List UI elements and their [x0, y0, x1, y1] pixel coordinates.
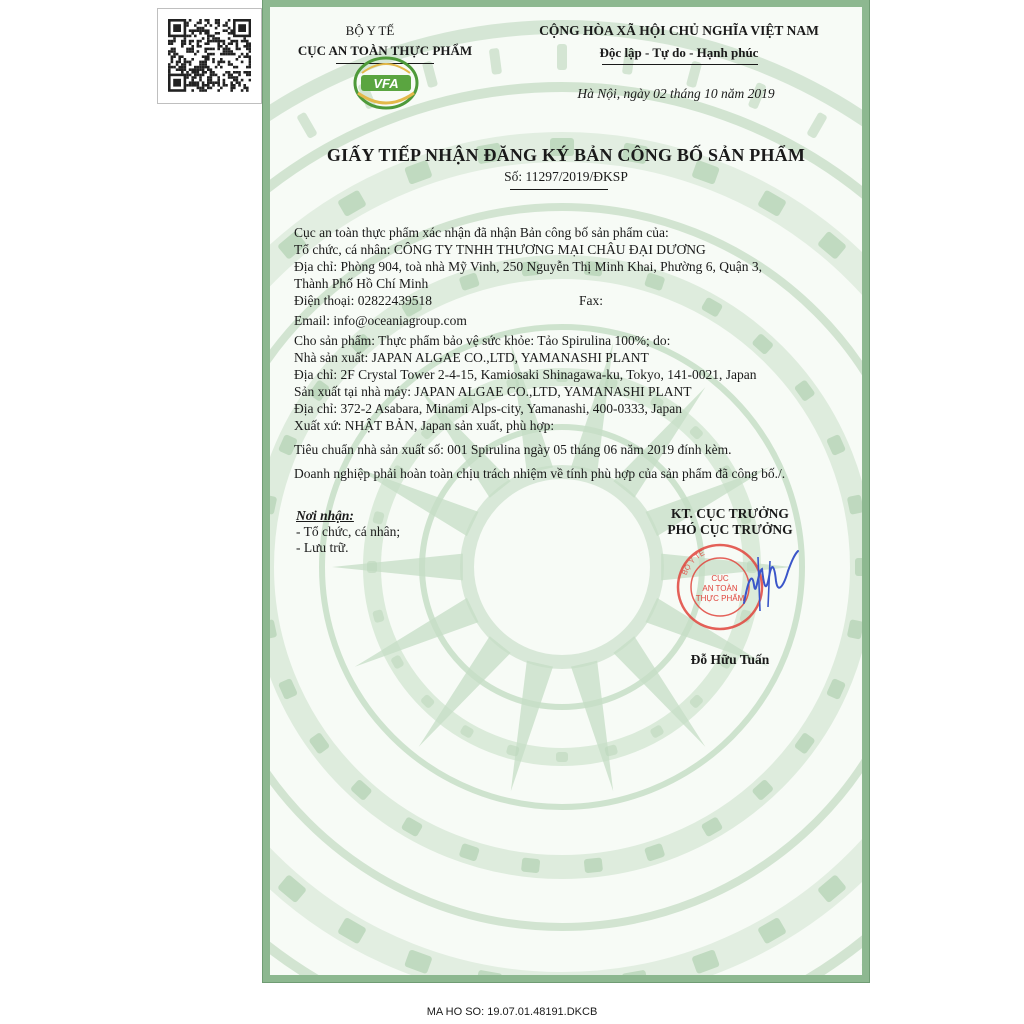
certificate-content	[270, 7, 862, 975]
body-line: Nhà sản xuất: JAPAN ALGAE CO.,LTD, YAMANASHI PLANT	[294, 350, 649, 365]
document-number: Số: 11297/2019/ĐKSP	[504, 169, 628, 184]
qr-code-icon	[168, 19, 251, 93]
body-line: Email: info@oceaniagroup.com	[294, 313, 467, 328]
number-underline	[510, 189, 608, 190]
official-stamp	[674, 541, 806, 637]
body-line: Địa chỉ: 2F Crystal Tower 2-4-15, Kamiosaki Shinagawa-ku, Tokyo, 141-0021, Japan	[294, 367, 757, 382]
signature-title	[620, 506, 840, 538]
signer-name: Đỗ Hữu Tuấn	[690, 652, 770, 667]
body-line: Cho sản phẩm: Thực phẩm bảo vệ sức khỏe: Tảo Spirulina 100%; do:	[294, 333, 671, 348]
certificate-page	[263, 0, 869, 982]
stamp-center-text-1: CỤC	[711, 574, 729, 583]
body-line: Sản xuất tại nhà máy: JAPAN ALGAE CO.,LTD, YAMANASHI PLANT	[294, 384, 692, 399]
issue-dateline: Hà Nội, ngày 02 tháng 10 năm 2019	[577, 86, 775, 101]
national-motto: Độc lập - Tự do - Hạnh phúc	[599, 45, 759, 60]
body-line: Địa chỉ: Phòng 904, toà nhà Mỹ Vinh, 250 Nguyễn Thị Minh Khai, Phường 6, Quận 3,	[294, 259, 762, 274]
body-line: Tiêu chuẩn nhà sản xuất số: 001 Spirulina ngày 05 tháng 06 năm 2019 đính kèm.	[294, 442, 732, 457]
body-line: Cục an toàn thực phẩm xác nhận đã nhận Bản công bố sản phẩm của:	[294, 225, 669, 240]
stamp-center-text-3: THỰC PHẨM	[695, 594, 745, 603]
document-title: GIẤY TIẾP NHẬN ĐĂNG KÝ BẢN CÔNG BỐ SẢN PHẨM	[326, 145, 806, 165]
republic-name: CỘNG HÒA XÃ HỘI CHỦ NGHĨA VIỆT NAM	[539, 23, 819, 38]
body-line: Tổ chức, cá nhân: CÔNG TY TNHH THƯƠNG MẠI CHÂU ĐẠI DƯƠNG	[294, 242, 706, 257]
recipient-item: - Lưu trữ.	[296, 540, 349, 555]
body-line: Địa chỉ: 372-2 Asabara, Minami Alps-city, Yamanashi, 400-0333, Japan	[294, 401, 682, 416]
vfa-logo	[352, 53, 420, 111]
body-line: Doanh nghiệp phải hoàn toàn chịu trách nhiệm về tính phù hợp của sản phẩm đã công bố./.	[294, 466, 786, 481]
agency-name: CỤC AN TOÀN THỰC PHẨM	[297, 43, 473, 58]
dossier-code: MA HO SO: 19.07.01.48191.DKCB	[426, 1006, 598, 1018]
stamp-center-text-2: AN TOÀN	[702, 584, 738, 593]
recipients-heading: Nơi nhận:	[296, 508, 354, 523]
ministry-name: BỘ Y TẾ	[345, 23, 395, 38]
fax-label: Fax:	[579, 293, 604, 308]
signer-position-2: PHÓ CỤC TRƯỞNG	[667, 522, 793, 537]
recipients-block	[296, 508, 400, 556]
motto-underline	[602, 64, 758, 65]
phone-fax-line	[294, 292, 854, 309]
phone-number: Điện thoại: 02822439518	[294, 293, 432, 308]
stamp-ring-text: BỘ Y TẾ	[679, 548, 707, 577]
body-line: Thành Phố Hồ Chí Minh	[294, 276, 429, 291]
qr-code-box	[157, 8, 262, 104]
vfa-logo-text: VFA	[373, 76, 399, 91]
recipient-item: - Tổ chức, cá nhân;	[296, 524, 401, 539]
signer-position-1: KT. CỤC TRƯỞNG	[671, 506, 789, 521]
certificate-body	[294, 224, 854, 482]
body-line: Xuất xứ: NHẬT BẢN, Japan sản xuất, phù hợp:	[294, 418, 555, 433]
